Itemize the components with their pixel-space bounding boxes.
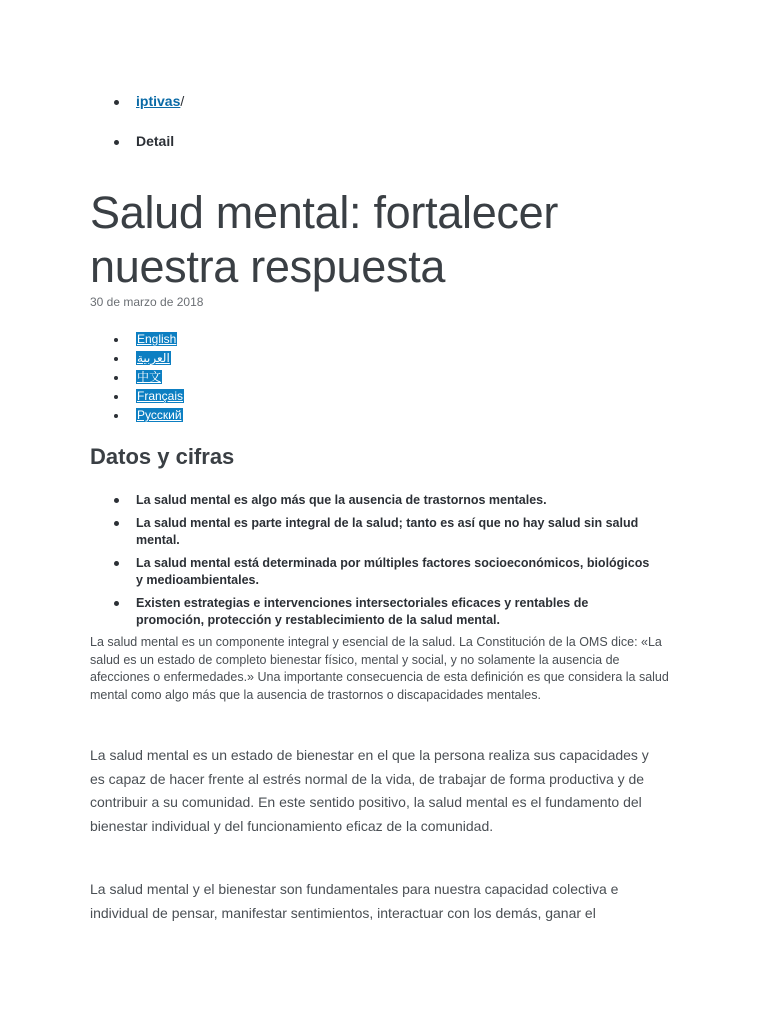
intro-paragraph: La salud mental es un componente integral y esencial de la salud. La Constitución de la OMS dice: «La salud es un estado de completo bienestar físico, mental y social, y no solamente la ausencia de afecciones o enfermedades.» Una importante consecuencia de esta definición es que considera la salud mental como algo más que la ausencia de trastornos o discapacidades mentales. <box>90 635 669 702</box>
language-link-russian[interactable]: Русский <box>137 408 182 422</box>
fact-item: La salud mental es parte integral de la salud; tanto es así que no hay salud sin salud mental. <box>90 515 650 549</box>
language-link-arabic[interactable]: العربية <box>137 351 170 365</box>
language-item <box>90 349 184 368</box>
breadcrumb-item-current: Detail <box>90 130 184 152</box>
facts-heading: Datos y cifras <box>90 444 235 469</box>
breadcrumb-item-parent <box>90 90 184 112</box>
page-title: Salud mental: fortalecer nuestra respuesta <box>90 187 559 292</box>
facts-list <box>90 492 650 635</box>
language-item <box>90 368 184 387</box>
breadcrumb-link[interactable]: iptivas <box>136 93 181 109</box>
body-paragraph: La salud mental y el bienestar son fundamentales para nuestra capacidad colectiva e individual de pensar, manifestar sentimientos, interactuar con los demás, ganar el <box>90 881 619 921</box>
language-item <box>90 406 184 425</box>
language-link-french[interactable]: Français <box>137 389 184 403</box>
language-item <box>90 330 184 349</box>
publish-date: 30 de marzo de 2018 <box>90 295 204 309</box>
body-paragraph: La salud mental es un estado de bienestar en el que la persona realiza sus capacidades y es capaz de hacer frente al estrés normal de la vida, de trabajar de forma productiva y de contribuir a su comunidad. En este sentido positivo, la salud mental es el fundamento del bienestar individual y del funcionamiento eficaz de la comunidad. <box>90 747 649 834</box>
language-list <box>90 330 184 425</box>
fact-item: Existen estrategias e intervenciones intersectoriales eficaces y rentables de promoción, protección y restablecimiento de la salud mental. <box>90 595 650 629</box>
breadcrumb-separator: / <box>180 93 185 109</box>
fact-item: La salud mental es algo más que la ausencia de trastornos mentales. <box>90 492 650 509</box>
breadcrumb <box>90 90 184 152</box>
language-link-chinese[interactable]: 中文 <box>137 370 162 384</box>
language-item <box>90 387 184 406</box>
language-link-english[interactable]: English <box>137 332 177 346</box>
fact-item: La salud mental está determinada por múltiples factores socioeconómicos, biológicos y medioambientales. <box>90 555 650 589</box>
